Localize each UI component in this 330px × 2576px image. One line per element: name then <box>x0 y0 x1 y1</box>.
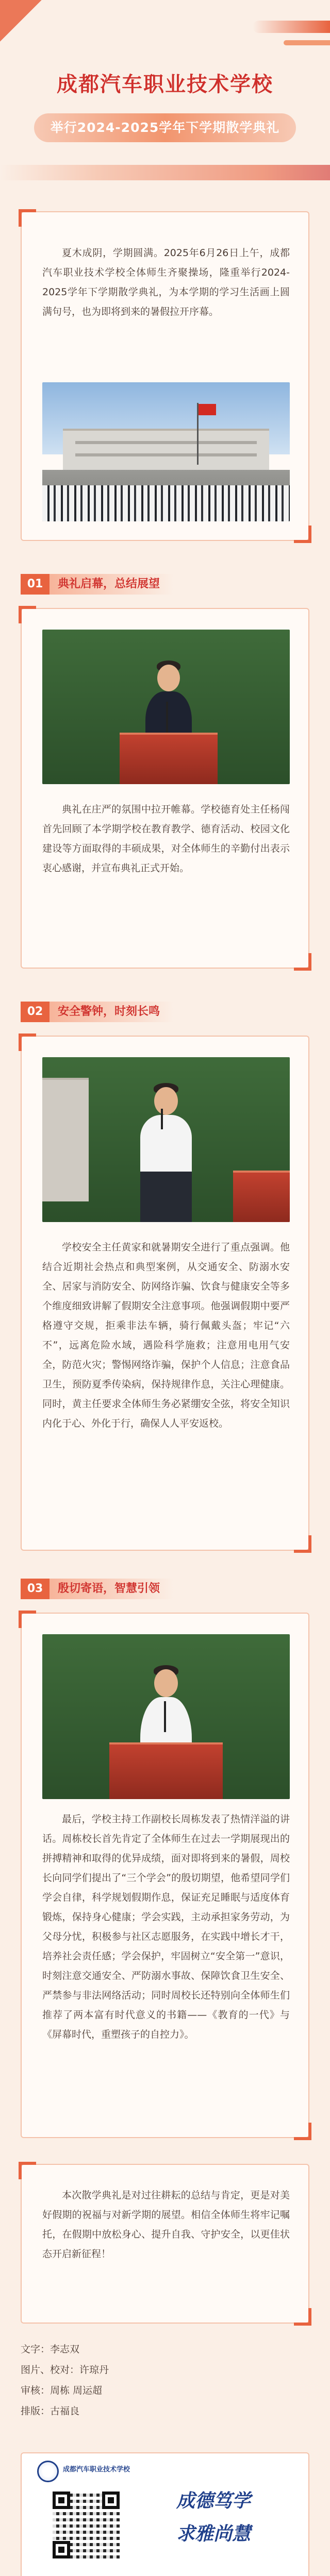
section-card-01 <box>21 608 309 969</box>
header-decoration <box>0 165 330 180</box>
section-header-01 <box>21 572 309 597</box>
section-paragraph: 典礼在庄严的氛围中拉开帷幕。学校德育处主任杨闯首先回顾了本学期学校在教育教学、德育活动、校园文化建设等方面取得的丰硕成果，对全体师生的辛勤付出表示衷心感谢，并宣布典礼正式开始。 <box>42 804 290 874</box>
qr-eye-icon <box>53 2492 70 2509</box>
corner-decoration <box>19 2162 36 2179</box>
corner-decoration <box>294 2123 311 2140</box>
credit-review: 审核：周栋 周运超 <box>21 2385 103 2396</box>
motto-line-2: 求雅尚慧 <box>176 2523 251 2545</box>
school-motto <box>176 2484 300 2550</box>
qr-eye-icon <box>102 2492 120 2509</box>
corner-decoration <box>19 1033 36 1051</box>
section-title: 安全警钟，时刻长鸣 <box>50 1002 173 1022</box>
event-subtitle: 举行2024-2025学年下学期散学典礼 <box>34 113 296 142</box>
corner-decoration <box>294 526 311 543</box>
corner-decoration <box>19 606 36 623</box>
credit-editor: 排版：古福良 <box>21 2405 80 2417</box>
closing-card <box>21 2164 309 2324</box>
corner-decoration <box>19 209 36 227</box>
header-decoration <box>284 40 330 45</box>
section-paragraph: 最后，学校主持工作副校长周栋发表了热情洋溢的讲话。周栋校长首先肯定了全体师生在过去一学期展现出的拼搏精神和取得的优异成绩，面对即将到来的暑假，周校长向同学们提出了“三个学会”的殷切期望，他希望同学们学会自律，科学规划假期作息，保证充足睡眠与适度体育锻炼，保持身心健康；学会实践，主动承担家务劳动，为父母分忧，积极参与社区志愿服务，在实践中增长才干，培养社会责任感；学会保护，牢固树立“安全第一”意识，时刻注意交通安全、严防溺水事故、保障饮食卫生安全、严禁参与非法网络活动；同时周校长还特别向全体师生们推荐了两本富有时代意义的书籍——《教育的一代》与《屏幕时代，重塑孩子的自控力》。 <box>42 1814 290 2040</box>
footer-school-name: 成都汽车职业技术学校 <box>63 2466 130 2473</box>
footer-card <box>21 2452 309 2576</box>
section-paragraph: 学校安全主任黄家和就暑期安全进行了重点强调。他结合近期社会热点和典型案例，从交通安全、防溺水安全、居家与消防安全、防网络诈骗、饮食与健康安全等多个维度细致讲解了假期安全注意事项。他强调假期中要严格遵守交规，拒乘非法车辆，骑行佩戴头盔；牢记“六不”，远离危险水域，遇险科学施救；注意用电用气安全，防范火灾；警惕网络诈骗，保护个人信息；注意食品卫生，预防夏季传染病，保持规律作息，关注心理健康。同时，黄主任要求全体师生务必紧绷安全弦，将安全知识内化于心、外化于行，确保人人平安返校。 <box>42 1242 290 1429</box>
school-logo-icon <box>37 2461 59 2482</box>
credit-photo: 图片、校对：许琼丹 <box>21 2364 109 2376</box>
section-number: 03 <box>21 1579 50 1599</box>
closing-paragraph: 本次散学典礼是对过往耕耘的总结与肯定，更是对美好假期的祝福与对新学期的展望。相信全体师生将牢记嘱托，在假期中放松身心、提升自我、守护安全，以更佳状态开启新征程！ <box>42 2190 290 2260</box>
header <box>0 0 330 206</box>
corner-decoration <box>19 1611 36 1628</box>
photo-campus-assembly <box>42 382 290 521</box>
section-card-02 <box>21 1036 309 1551</box>
credit-writer: 文字：李志双 <box>21 2344 80 2355</box>
corner-decoration <box>294 2308 311 2326</box>
section-title: 典礼启幕，总结展望 <box>50 574 173 595</box>
photo-speaker-dean <box>42 630 290 784</box>
photo-speaker-principal <box>42 1634 290 1799</box>
photo-speaker-safety <box>42 1057 290 1222</box>
credits <box>21 2339 309 2421</box>
section-card-03 <box>21 1613 309 2138</box>
corner-decoration <box>294 1535 311 1553</box>
section-header-03 <box>21 1577 309 1601</box>
intro-paragraph: 夏木成阴，学期圆满。2025年6月26日上午，成都汽车职业技术学校全体师生齐聚操场，隆重举行2024-2025学年下学期散学典礼，为本学期的学习生活画上圆满句号，也为即将到来的暑假拉开序幕。 <box>42 247 290 317</box>
motto-line-1: 成德笃学 <box>176 2490 251 2512</box>
header-decoration <box>0 0 72 46</box>
section-number: 02 <box>21 1002 50 1022</box>
corner-decoration <box>294 953 311 971</box>
qr-eye-icon <box>53 2541 70 2558</box>
header-decoration <box>253 21 330 33</box>
section-number: 01 <box>21 574 50 595</box>
intro-card <box>21 211 309 541</box>
section-header-02 <box>21 999 309 1024</box>
school-title: 成都汽车职业技术学校 <box>57 73 273 96</box>
section-title: 殷切寄语，智慧引领 <box>50 1579 173 1599</box>
